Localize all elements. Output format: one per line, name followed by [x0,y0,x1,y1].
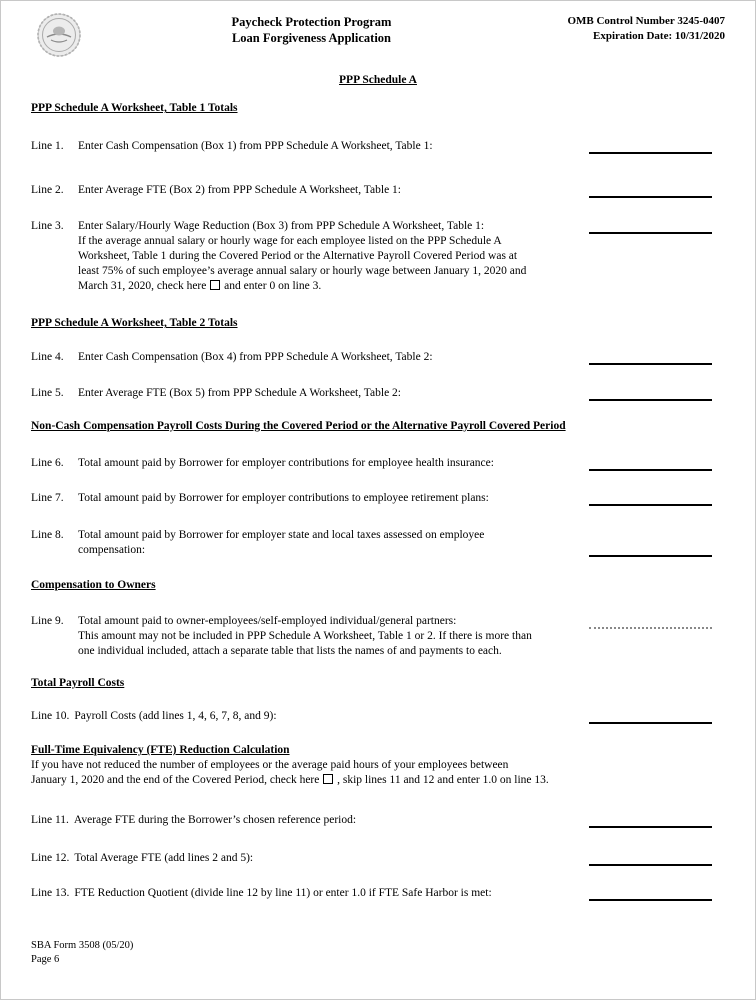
line-6-label: Line 6. [31,457,64,469]
line-9-row [31,614,725,659]
line-11-row [31,813,725,828]
line-7-amount-field[interactable] [589,504,712,506]
line-1-amount-field[interactable] [589,152,712,154]
fte-note-line2-after: , skip lines 11 and 12 and enter 1.0 on line 13. [337,774,549,786]
fte-note-line2 [31,773,725,788]
fte-checkbox[interactable] [323,774,333,784]
page-title: PPP Schedule A [339,74,417,86]
line-12-row [31,851,725,866]
line-7-text: Total amount paid by Borrower for employer contributions to employee retirement plans: [78,492,489,504]
line-3-amount-field[interactable] [589,232,712,234]
section-heading-noncash: Non-Cash Compensation Payroll Costs During the Covered Period or the Alternative Payroll Covered Period [31,420,566,432]
line-2-label: Line 2. [31,184,64,196]
line-11-text: Average FTE during the Borrower’s chosen reference period: [73,814,357,826]
line-8-label: Line 8. [31,529,64,541]
line-13-label: Line 13. [31,887,70,899]
line-12-text: Total Average FTE (add lines 2 and 5): [74,852,254,864]
line-6-row [31,456,725,471]
line-4-label: Line 4. [31,351,64,363]
line-3-text-block [78,219,725,294]
section-heading-total-payroll: Total Payroll Costs [31,677,125,689]
page-footer [31,939,725,967]
section-heading-owners: Compensation to Owners [31,579,156,591]
line-11-amount-field[interactable] [589,826,712,828]
line-7-label: Line 7. [31,492,64,504]
sba-seal-icon [35,11,83,59]
line-3-row [31,219,725,294]
fte-note-line2-before: January 1, 2020 and the end of the Covered Period, check here [31,774,320,786]
line-4-text: Enter Cash Compensation (Box 4) from PPP Schedule A Worksheet, Table 2: [78,351,433,363]
line-7-row [31,491,725,506]
omb-control-number: OMB Control Number 3245-0407 [567,15,725,27]
section-heading-fte: Full-Time Equivalency (FTE) Reduction Calculation [31,744,290,756]
form-title-line2: Loan Forgiveness Application [231,31,392,45]
line-1-label: Line 1. [31,140,64,152]
fte-section [31,743,725,788]
section-heading-table1-totals: PPP Schedule A Worksheet, Table 1 Totals [31,102,238,114]
line-3-label: Line 3. [31,220,64,232]
line-9-label: Line 9. [31,615,64,627]
line-12-amount-field[interactable] [589,864,712,866]
line-9-text: Total amount paid to owner-employees/self-employed individual/general partners: [78,615,457,627]
line-3-note-text-after: and enter 0 on line 3. [224,280,322,292]
line-3-checkbox[interactable] [210,280,220,290]
line-6-amount-field[interactable] [589,469,712,471]
line-9-amount-field[interactable] [589,627,712,629]
line-1-text: Enter Cash Compensation (Box 1) from PPP Schedule A Worksheet, Table 1: [78,140,433,152]
line-12-label: Line 12. [31,852,70,864]
line-4-row [31,350,725,365]
line-1-row [31,139,725,154]
line-6-text: Total amount paid by Borrower for employer contributions for employee health insurance: [78,457,494,469]
line-5-text: Enter Average FTE (Box 5) from PPP Schedule A Worksheet, Table 2: [78,387,401,399]
form-number: SBA Form 3508 (05/20) [31,940,134,951]
line-2-row [31,183,725,198]
line-5-label: Line 5. [31,387,64,399]
line-10-text: Payroll Costs (add lines 1, 4, 6, 7, 8, and 9): [74,710,277,722]
form-title-line1: Paycheck Protection Program [231,15,392,29]
line-10-label: Line 10. [31,710,70,722]
sba-seal-logo [35,11,83,59]
line-3-text: Enter Salary/Hourly Wage Reduction (Box 3) from PPP Schedule A Worksheet, Table 1: [78,220,485,232]
line-8-row [31,528,725,558]
line-5-row [31,386,725,401]
expiration-date: Expiration Date: 10/31/2020 [593,30,725,42]
form-title [83,11,540,46]
line-13-text: FTE Reduction Quotient (divide line 12 by line 11) or enter 1.0 if FTE Safe Harbor is met: [74,887,492,899]
line-3-note [78,234,528,294]
section-heading-table2-totals: PPP Schedule A Worksheet, Table 2 Totals [31,317,238,329]
line-10-amount-field[interactable] [589,722,712,724]
fte-note-line1: If you have not reduced the number of employees or the average paid hours of your employees between [31,759,509,771]
line-8-amount-field[interactable] [589,555,712,557]
line-3-note-text: If the average annual salary or hourly wage for each employee listed on the PPP Schedule A Worksheet, Table 1 during the Covered Period or the Alternative Payroll Covered Period was at least 75% of such employee’s average annual salary or hourly wage between January 1, 2020 and March 31, 2020, check here [78,235,527,292]
page-number: Page 6 [31,954,60,965]
line-13-row [31,886,725,901]
line-4-amount-field[interactable] [589,363,712,365]
line-8-text: Total amount paid by Borrower for employer state and local taxes assessed on employee compensation: [78,529,485,556]
line-10-row [31,709,725,724]
line-9-note: This amount may not be included in PPP Schedule A Worksheet, Table 1 or 2. If there is more than one individual included, attach a separate table that lists the names of and payments to each. [78,630,532,657]
line-2-text: Enter Average FTE (Box 2) from PPP Schedule A Worksheet, Table 1: [78,184,401,196]
line-9-text-block [78,614,725,659]
line-5-amount-field[interactable] [589,399,712,401]
page-header [31,11,725,59]
line-2-amount-field[interactable] [589,196,712,198]
omb-block [540,11,725,44]
line-11-label: Line 11. [31,814,69,826]
line-13-amount-field[interactable] [589,899,712,901]
